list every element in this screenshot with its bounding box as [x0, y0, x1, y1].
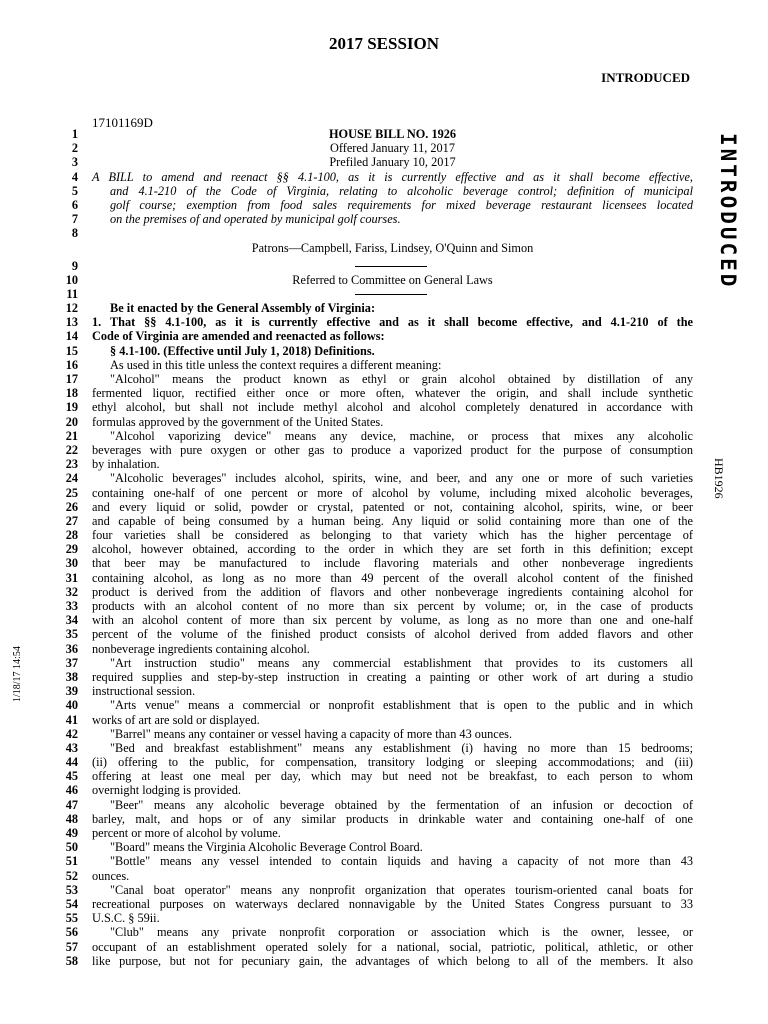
- bill-line: [0, 301, 768, 315]
- line-text: "Bottle" means any vessel intended to contain liquids and having a capacity of not more than 43: [110, 854, 693, 869]
- line-text: recreational purposes on waterways declared nonnavigable by the United States Congress pursuant to 33: [92, 896, 693, 911]
- bill-line: [0, 287, 768, 301]
- line-text: that beer may be manufactured to include flavoring materials and other nonbeverage ingredients: [92, 556, 693, 571]
- bill-line: [0, 500, 768, 514]
- bill-line: [0, 854, 768, 868]
- line-text: golf course; exemption from food sales requirements for mixed beverage restaurant licensees located: [110, 197, 693, 212]
- line-number: 10: [65, 272, 78, 287]
- line-number: 13: [65, 315, 78, 330]
- line-number: 28: [65, 528, 78, 543]
- line-text: Offered January 11, 2017: [330, 141, 455, 156]
- line-number: 24: [65, 471, 78, 486]
- line-text: § 4.1-100. (Effective until July 1, 2018) Definitions.: [110, 343, 375, 358]
- bill-line: [0, 769, 768, 783]
- bill-line: [0, 400, 768, 414]
- bill-line: [0, 840, 768, 854]
- line-text: U.S.C. § 59ii.: [92, 911, 160, 926]
- side-status-text: INTRODUCED: [716, 133, 740, 290]
- bill-line: [0, 386, 768, 400]
- line-number: 36: [65, 641, 78, 656]
- line-text: "Board" means the Virginia Alcoholic Beverage Control Board.: [110, 840, 423, 855]
- line-number: 16: [65, 357, 78, 372]
- bill-line: [0, 627, 768, 641]
- bill-line: [0, 170, 768, 184]
- divider-rule: [355, 294, 427, 295]
- bill-line: [0, 911, 768, 925]
- line-number: 12: [65, 301, 78, 316]
- line-text: Referred to Committee on General Laws: [292, 272, 493, 287]
- line-number: 56: [65, 925, 78, 940]
- line-text: HOUSE BILL NO. 1926: [328, 127, 457, 141]
- line-number: 45: [65, 769, 78, 784]
- bill-line: [0, 897, 768, 911]
- line-text: products with an alcohol content of no more than six percent by volume; or, in the case of products: [92, 599, 693, 613]
- line-number: 49: [65, 826, 78, 840]
- bill-line: [0, 826, 768, 840]
- side-bill-text: HB1926: [712, 458, 726, 499]
- bill-line: [0, 556, 768, 570]
- line-number: 41: [65, 712, 78, 727]
- line-text: ethyl alcohol, but shall not include methyl alcohol and alcohol completely denatured in accordance with: [92, 400, 693, 415]
- bill-line: [0, 457, 768, 471]
- line-number: 27: [65, 513, 78, 528]
- bill-line: [0, 241, 768, 259]
- bill-line: [0, 599, 768, 613]
- bill-line: [0, 471, 768, 485]
- line-number: 39: [65, 684, 78, 699]
- line-text: containing alcohol, as long as no more than 49 percent of the overall alcohol content of the finished: [92, 570, 693, 585]
- line-number: 52: [65, 868, 78, 883]
- line-text: Be it enacted by the General Assembly of Virginia:: [110, 301, 376, 316]
- bill-line: [0, 212, 768, 226]
- bill-line: [0, 514, 768, 528]
- bill-line: [0, 670, 768, 684]
- line-text: with an alcohol content of more than six percent by volume, as long as no more than one and one-half: [92, 613, 693, 628]
- line-number: 42: [65, 726, 78, 741]
- line-number: 47: [65, 797, 78, 812]
- bill-line: [0, 184, 768, 198]
- line-number: 26: [65, 499, 78, 514]
- line-text: As used in this title unless the context requires a different meaning:: [110, 357, 442, 372]
- line-text: "Barrel" means any container or vessel having a capacity of more than 43 ounces.: [110, 726, 513, 741]
- bill-line: [0, 642, 768, 656]
- line-number: 48: [65, 811, 78, 826]
- line-number: 55: [65, 911, 78, 926]
- line-text: barley, malt, and hops or of any similar products in drinkable water and containing one-half of one: [92, 811, 693, 826]
- bill-line: [0, 259, 768, 273]
- line-number: 40: [65, 698, 78, 713]
- line-number: 37: [65, 655, 78, 670]
- bill-line: [0, 755, 768, 769]
- bill-line: [0, 812, 768, 826]
- line-number: 18: [65, 386, 78, 401]
- line-number: 51: [65, 854, 78, 869]
- bill-line: [0, 571, 768, 585]
- line-number: 33: [65, 599, 78, 613]
- bill-line: [0, 783, 768, 797]
- line-number: 31: [65, 570, 78, 585]
- session-heading: 2017 SESSION: [328, 34, 440, 53]
- line-number: 9: [71, 258, 78, 273]
- line-text: "Canal boat operator" means any nonprofit organization that operates tourism-oriented canal boats for: [110, 882, 693, 897]
- line-number: 7: [71, 212, 78, 227]
- line-number: 21: [65, 428, 78, 443]
- line-text: and 4.1-210 of the Code of Virginia, relating to alcoholic beverage control; definition of municipal: [110, 183, 693, 198]
- bill-line: [0, 741, 768, 755]
- line-number: 57: [65, 939, 78, 954]
- line-text: Prefiled January 10, 2017: [329, 155, 456, 170]
- line-text: "Alcohol vaporizing device" means any device, machine, or process that mixes any alcoholic: [110, 428, 693, 443]
- line-text: A BILL to amend and reenact §§ 4.1-100, as it is currently effective and as it shall become effective,: [92, 169, 693, 184]
- line-number: 4: [71, 169, 78, 184]
- line-number: 53: [65, 882, 78, 897]
- line-text: percent of the volume of the finished product consists of alcohol derived from added flavors and other: [92, 627, 693, 642]
- line-number: 58: [65, 953, 78, 968]
- line-number: 34: [65, 613, 78, 628]
- bill-line: [0, 585, 768, 599]
- bill-body: [0, 127, 768, 968]
- bill-line: [0, 415, 768, 429]
- line-text: "Art instruction studio" means any commercial establishment that provides to its customers all: [110, 655, 693, 670]
- bill-line: [0, 226, 768, 240]
- line-number: 17: [65, 372, 78, 386]
- line-text: occupant of an establishment operated solely for a national, social, patriotic, political, athletic, or other: [92, 939, 693, 954]
- line-number: 43: [65, 740, 78, 755]
- line-number: 6: [71, 197, 78, 212]
- line-text: required supplies and step-by-step instruction in creating a painting or other work of art during a studio: [92, 669, 693, 684]
- line-number: 14: [65, 329, 78, 344]
- status-label: INTRODUCED: [601, 70, 690, 85]
- line-number: 50: [65, 840, 78, 855]
- line-text: on the premises of and operated by municipal golf courses.: [110, 212, 401, 227]
- bill-line: [0, 141, 768, 155]
- line-text: four varieties shall be considered as belonging to that variety which has the higher percentage of: [92, 528, 693, 543]
- line-number: 2: [71, 141, 78, 156]
- line-text: and every liquid or solid, powder or crystal, patented or not, containing alcohol, spirits, wine, or beer: [92, 499, 693, 514]
- line-number: 35: [65, 627, 78, 642]
- line-number: 30: [65, 556, 78, 571]
- line-text: formulas approved by the government of the United States.: [92, 414, 384, 429]
- bill-line: [0, 925, 768, 939]
- line-text: fermented liquor, rectified either once or more often, whatever the origin, and shall include synthetic: [92, 386, 693, 401]
- line-number: 46: [65, 783, 78, 798]
- line-number: 38: [65, 669, 78, 684]
- line-text: and capable of being consumed by a human being. Any liquid or solid containing more than one of the: [92, 513, 693, 528]
- line-text: ounces.: [92, 868, 130, 883]
- line-number: 20: [65, 414, 78, 429]
- line-text: (ii) offering to the public, for compensation, transitory lodging or sleeping accommodations; and (iii): [92, 755, 693, 770]
- bill-line: [0, 344, 768, 358]
- bill-line: [0, 486, 768, 500]
- line-number: 25: [65, 485, 78, 500]
- line-number: 29: [65, 542, 78, 557]
- line-number: 22: [65, 442, 78, 457]
- bill-line: [0, 155, 768, 169]
- line-text: "Alcoholic beverages" includes alcohol, spirits, wine, and beer, and any one or more of such varieties: [110, 471, 693, 486]
- line-text: Patrons—Campbell, Fariss, Lindsey, O'Quinn and Simon: [251, 240, 534, 255]
- line-text: nonbeverage ingredients containing alcohol.: [92, 641, 310, 656]
- bill-line: [0, 954, 768, 968]
- bill-line: [0, 656, 768, 670]
- line-number: 1: [71, 127, 78, 141]
- line-text: containing one-half of one percent or more of alcohol by volume, including mixed alcoholic beverages,: [92, 485, 693, 500]
- bill-line: [0, 372, 768, 386]
- line-number: 54: [65, 896, 78, 911]
- bill-line: [0, 542, 768, 556]
- line-text: by inhalation.: [92, 457, 160, 472]
- line-text: Code of Virginia are amended and reenacted as follows:: [92, 329, 385, 344]
- line-number: 11: [66, 286, 78, 301]
- line-number: 19: [65, 400, 78, 415]
- line-text: "Beer" means any alcoholic beverage obtained by the fermentation of an infusion or decoction of: [110, 797, 693, 812]
- line-text: overnight lodging is provided.: [92, 783, 241, 798]
- bill-line: [0, 315, 768, 329]
- line-text: works of art are sold or displayed.: [92, 712, 260, 727]
- bill-line: [0, 798, 768, 812]
- line-text: "Club" means any private nonprofit corporation or association which is the owner, lessee, or: [110, 925, 693, 940]
- line-number: 8: [71, 226, 78, 241]
- bill-line: [0, 940, 768, 954]
- line-text: "Alcohol" means the product known as ethyl or grain alcohol obtained by distillation of any: [110, 372, 693, 386]
- divider-rule: [355, 266, 427, 267]
- bill-line: [0, 684, 768, 698]
- line-number: 15: [65, 343, 78, 358]
- bill-line: [0, 528, 768, 542]
- line-text: product is derived from the addition of flavors and other nonbeverage ingredients containing alcohol for: [92, 584, 693, 599]
- line-text: "Bed and breakfast establishment" means any establishment (i) having no more than 15 bedrooms;: [110, 740, 693, 755]
- bill-line: [0, 443, 768, 457]
- line-number: 32: [65, 584, 78, 599]
- line-text: like purpose, but not for pecuniary gain, the advantages of which belong to all of the members. It also: [92, 953, 693, 968]
- bill-line: [0, 613, 768, 627]
- bill-line: [0, 358, 768, 372]
- line-text: offering at least one meal per day, which may but need not be breakfast, to each person to whom: [92, 769, 693, 784]
- bill-line: [0, 127, 768, 141]
- line-number: 23: [65, 457, 78, 472]
- line-number: 3: [71, 155, 78, 170]
- line-text: instructional session.: [92, 684, 196, 699]
- bill-line: [0, 429, 768, 443]
- bill-id: 17101169D: [92, 115, 153, 130]
- side-date-text: 1/18/17 14:54: [12, 646, 23, 702]
- line-text: alcohol, however obtained, according to the order in which they are set forth in this definition; except: [92, 542, 693, 557]
- line-number: 44: [65, 755, 78, 770]
- line-number: 5: [71, 183, 78, 198]
- line-text: beverages with pure oxygen or other gas to produce a vaporized product for the purpose of consumption: [92, 442, 693, 457]
- bill-line: [0, 883, 768, 897]
- bill-line: [0, 698, 768, 712]
- line-text: 1. That §§ 4.1-100, as it is currently effective and as it shall become effective, and 4.1-210 of the: [92, 315, 693, 330]
- bill-line: [0, 713, 768, 727]
- bill-line: [0, 198, 768, 212]
- line-text: percent or more of alcohol by volume.: [92, 826, 281, 840]
- bill-line: [0, 329, 768, 343]
- bill-line: [0, 869, 768, 883]
- bill-line: [0, 727, 768, 741]
- bill-line: [0, 273, 768, 287]
- line-text: "Arts venue" means a commercial or nonprofit establishment that is open to the public and in which: [110, 698, 693, 713]
